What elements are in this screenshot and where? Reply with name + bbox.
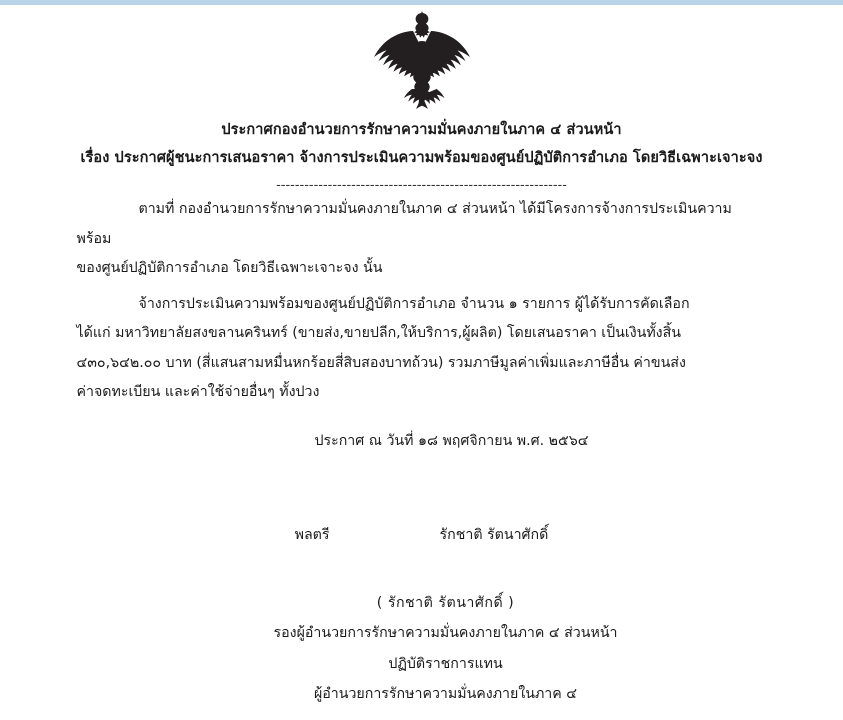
paragraph-1 — [77, 195, 767, 284]
signature-row — [77, 524, 767, 546]
document-title-block — [0, 117, 843, 172]
page-title: ประกาศกองอำนวยการรักษาความมั่นคงภายในภาค ๔ ส่วนหน้า — [221, 122, 622, 138]
signer-position-line-1: รองผู้อำนวยการรักษาความมั่นคงภายในภาค ๔ ส่วนหน้า — [273, 625, 618, 642]
paragraph-2-line-4: ค่าจดทะเบียน และค่าใช้จ่ายอื่นๆ ทั้งปวง — [76, 384, 320, 401]
document-body — [77, 195, 767, 408]
signer-rank: พลตรี — [294, 526, 330, 543]
signer-position-line-3: ผู้อำนวยการรักษาความมั่นคงภายในภาค ๔ — [313, 686, 578, 703]
page-subtitle: เรื่อง ประกาศผู้ชนะการเสนอราคา จ้างการประเมินความพร้อมของศูนย์ปฏิบัติการอำเภอ โดยวิธีเฉพาะเจาะจง — [80, 149, 763, 166]
announcement-date: ประกาศ ณ วันที่ ๑๘ พฤศจิกายน พ.ศ. ๒๕๖๔ — [314, 432, 589, 449]
signer-position-line-2: ปฏิบัติราชการแทน — [388, 655, 503, 672]
paragraph-2-line-2: ได้แก่ มหาวิทยาลัยสงขลานครินทร์ (ขายส่ง,ขายปลีก,ให้บริการ,ผู้ผลิต) โดยเสนอราคา เป็นเงินทั้งสิ้น — [76, 325, 681, 342]
paragraph-2-line-1: จ้างการประเมินความพร้อมของศูนย์ปฏิบัติการอำเภอ จำนวน ๑ รายการ ผู้ได้รับการคัดเลือก — [138, 295, 690, 312]
paragraph-1-line-1: ตามที่ กองอำนวยการรักษาความมั่นคงภายในภาค ๔ ส่วนหน้า ได้มีโครงการจ้างการประเมินความพร้อม — [76, 201, 732, 247]
garuda-emblem-icon — [372, 11, 472, 115]
divider: -------------------------------------------------------------- — [276, 178, 567, 194]
paragraph-2 — [77, 290, 767, 408]
signer-signature: รักชาติ รัตนาศักดิ์ — [439, 526, 549, 543]
document-page — [0, 5, 843, 720]
emblem-container — [0, 5, 843, 117]
signer-name-parenthesis: ( รักชาติ รัตนาศักดิ์ ) — [376, 594, 515, 611]
closing-block — [77, 588, 767, 710]
paragraph-2-line-3: ๔๓๐,๖๔๒.๐๐ บาท (สี่แสนสามหมื่นหกร้อยสี่สิบสองบาทถ้วน) รวมภาษีมูลค่าเพิ่มและภาษีอื่น ค่าขนส่ง — [76, 354, 686, 371]
paragraph-1-line-2: ของศูนย์ปฏิบัติการอำเภอ โดยวิธีเฉพาะเจาะจง นั้น — [76, 260, 383, 277]
